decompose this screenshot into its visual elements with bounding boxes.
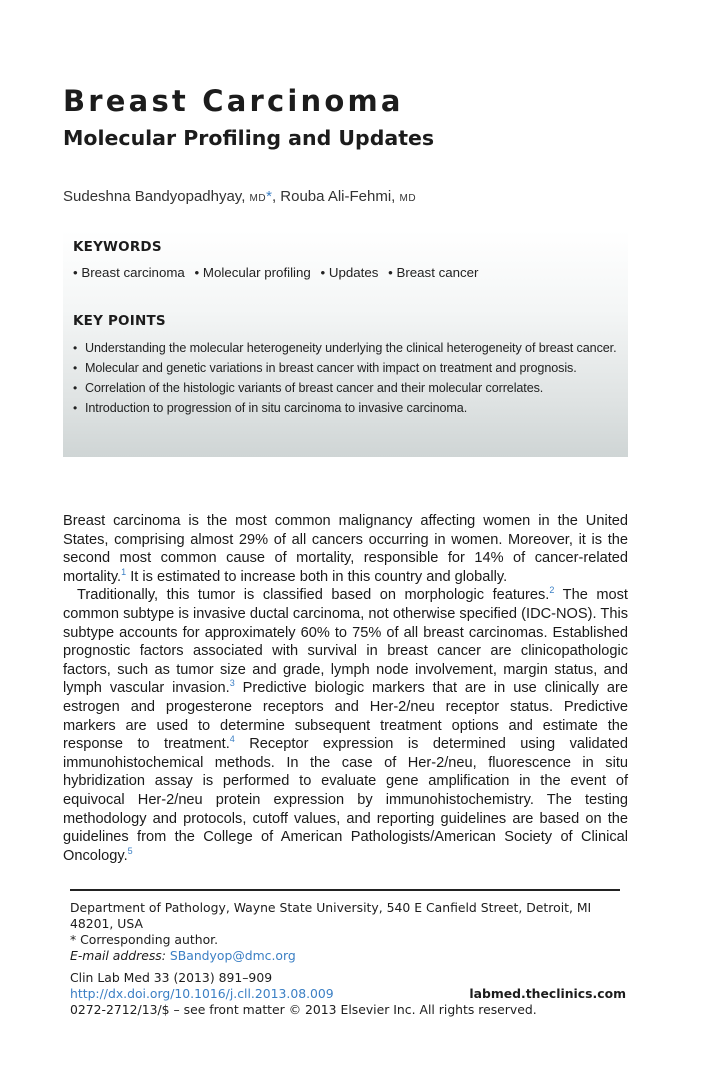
reference-link[interactable]: 5: [127, 845, 133, 856]
body-paragraph-1: Breast carcinoma is the most common malignancy affecting women in the United States, comprising almost 29% of all cancers occurring in women. Moreover, it is the second most common cause of mortality, responsible for 14% of cancer-related mortality.$^1$ It is estimated to increase both in this country and globally.: [63, 513, 628, 585]
author-2-name: , Rouba Ali-Fehmi,: [271, 188, 396, 205]
journal-site-link[interactable]: labmed.theclinics.com: [469, 986, 626, 1001]
reference-link[interactable]: 4: [229, 734, 235, 745]
reference-link[interactable]: 1: [121, 566, 127, 577]
footer-divider: [70, 889, 620, 891]
affiliation: Department of Pathology, Wayne State University, 540 E Canfield Street, Detroit, MI 48201, USA: [70, 900, 592, 931]
article-subtitle: Molecular Profiling and Updates: [63, 126, 435, 150]
email-link[interactable]: SBandyop@dmc.org: [169, 948, 296, 963]
keywords-heading: KEYWORDS: [73, 239, 162, 255]
article-title: Breast Carcinoma: [63, 84, 404, 118]
keyword-item: • Breast cancer: [388, 265, 479, 280]
author-1-degree: MD: [249, 193, 267, 204]
keywords-keypoints-box: [63, 230, 628, 457]
key-points-list: [73, 340, 618, 420]
body-paragraph-2: Traditionally, this tumor is classified based on morphologic features.$^2$ The most common subtype is invasive ductal carcinoma, not otherwise specified (IDC-NOS). This subtype accounts for approximately 60% to 75% of all breast carcinomas. Established prognostic factors associated with survival in breast cancer are clinicopathologic factors, such as tumor size and grade, lymph node involvement, margin status, and lymph vascular invasion.$^3$ Predictive biologic markers that are in use clinically are estrogen and progesterone receptors and Her-2/neu receptor status. Predictive markers are used to determine subsequent treatment options and estimate the response to treatment.$^4$ Receptor expression is determined using validated immunohistochemical methods. In the case of Her-2/neu, fluorescence in situ hybridization assay is performed to evaluate gene amplification in the event of equivocal Her-2/neu protein expression by immunohistochemistry. The testing methodology and protocols, cutoff values, and reporting guidelines are based on the guidelines from the College of American Pathologists/American Society of Clinical Oncology.$^5$: [63, 585, 628, 864]
author-2-degree: MD: [399, 193, 417, 204]
email-label: E-mail address:: [70, 948, 166, 963]
keyword-item: • Molecular profiling: [194, 265, 311, 280]
corresponding-author-link[interactable]: *: [266, 188, 272, 205]
key-point-item: • Understanding the molecular heterogeneity underlying the clinical heterogeneity of breast cancer.: [73, 341, 617, 355]
bullet-icon: •: [73, 361, 78, 375]
author-1-name: Sudeshna Bandyopadhyay,: [63, 188, 246, 205]
key-point-item: • Introduction to progression of in situ carcinoma to invasive carcinoma.: [73, 401, 468, 415]
article-body: [63, 512, 628, 865]
reference-link[interactable]: 3: [229, 678, 235, 689]
bullet-icon: •: [73, 341, 78, 355]
author-line: [63, 186, 416, 210]
keywords-list: [73, 265, 485, 280]
copyright-line: 0272-2712/13/$ – see front matter © 2013 Elsevier Inc. All rights reserved.: [70, 1002, 537, 1017]
doi-link[interactable]: http://dx.doi.org/10.1016/j.cll.2013.08.009: [70, 986, 334, 1001]
email-line: [70, 948, 626, 964]
corresponding-note: * Corresponding author.: [70, 932, 219, 947]
key-point-item: • Correlation of the histologic variants of breast cancer and their molecular correlates.: [73, 381, 544, 395]
key-points-heading: KEY POINTS: [73, 313, 166, 329]
bullet-icon: •: [73, 381, 78, 395]
bullet-icon: •: [73, 401, 78, 415]
footnotes: [70, 900, 626, 1018]
doi-line: [70, 986, 626, 1002]
keyword-item: • Updates: [320, 265, 379, 280]
keyword-item: • Breast carcinoma: [73, 265, 185, 280]
reference-link[interactable]: 2: [549, 585, 555, 596]
key-point-item: • Molecular and genetic variations in breast cancer with impact on treatment and prognosis.: [73, 361, 577, 375]
journal-citation: Clin Lab Med 33 (2013) 891–909: [70, 970, 273, 985]
